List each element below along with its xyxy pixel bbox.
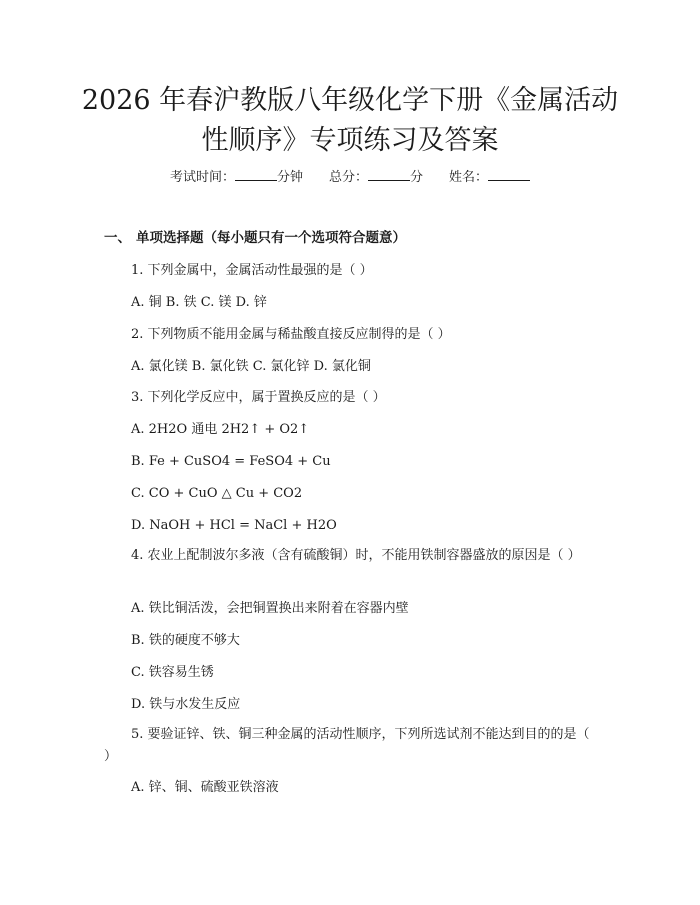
section-heading <box>104 229 406 247</box>
name-blank <box>488 168 530 181</box>
question-3-option-a: A. 2H2O 通电 2H2↑ + O2↑ <box>131 422 310 437</box>
question-3-option-b: B. Fe + CuSO4 = FeSO4 + Cu <box>131 454 331 469</box>
time-unit: 分钟 <box>276 170 303 185</box>
question-4-option-c: C. 铁容易生锈 <box>131 665 214 680</box>
question-4-option-a: A. 铁比铜活泼，会把铜置换出来附着在容器内壁 <box>131 601 409 616</box>
question-2-options: A. 氯化镁 B. 氯化铁 C. 氯化锌 D. 氯化铜 <box>131 359 371 374</box>
question-4-option-d: D. 铁与水发生反应 <box>131 697 241 712</box>
question-5-option-a: A. 锌、铜、硫酸亚铁溶液 <box>131 780 279 795</box>
score-unit: 分 <box>410 170 424 185</box>
document-title-line-1: 2026 年春沪教版八年级化学下册《金属活动 <box>81 85 619 116</box>
document-title-line-2: 性顺序》专项练习及答案 <box>201 125 499 156</box>
section-number: 一、 <box>104 230 131 246</box>
question-1-options: A. 铜 B. 铁 C. 镁 D. 锌 <box>131 295 267 310</box>
section-title: 单项选择题（每小题只有一个选项符合题意） <box>136 230 406 246</box>
question-1: 1. 下列金属中，金属活动性最强的是（ ） <box>131 263 373 278</box>
question-5: 5. 要验证锌、铁、铜三种金属的活动性顺序，下列所选试剂不能达到目的的是（ ） <box>104 727 590 764</box>
exam-info-row <box>0 168 700 187</box>
time-blank <box>235 168 277 181</box>
question-4: 4. 农业上配制波尔多液（含有硫酸铜）时，不能用铁制容器盛放的原因是（ ） <box>131 548 581 563</box>
name-label: 姓名： <box>449 170 489 185</box>
score-blank <box>368 168 410 181</box>
question-2: 2. 下列物质不能用金属与稀盐酸直接反应制得的是（ ） <box>131 327 451 342</box>
question-4-option-b: B. 铁的硬度不够大 <box>131 633 240 648</box>
score-label: 总分： <box>328 170 368 185</box>
question-3-option-d: D. NaOH + HCl = NaCl + H2O <box>131 518 337 533</box>
time-label: 考试时间： <box>169 170 235 185</box>
question-3: 3. 下列化学反应中，属于置换反应的是（ ） <box>131 390 386 405</box>
question-3-option-c: C. CO + CuO △ Cu + CO2 <box>131 486 303 501</box>
